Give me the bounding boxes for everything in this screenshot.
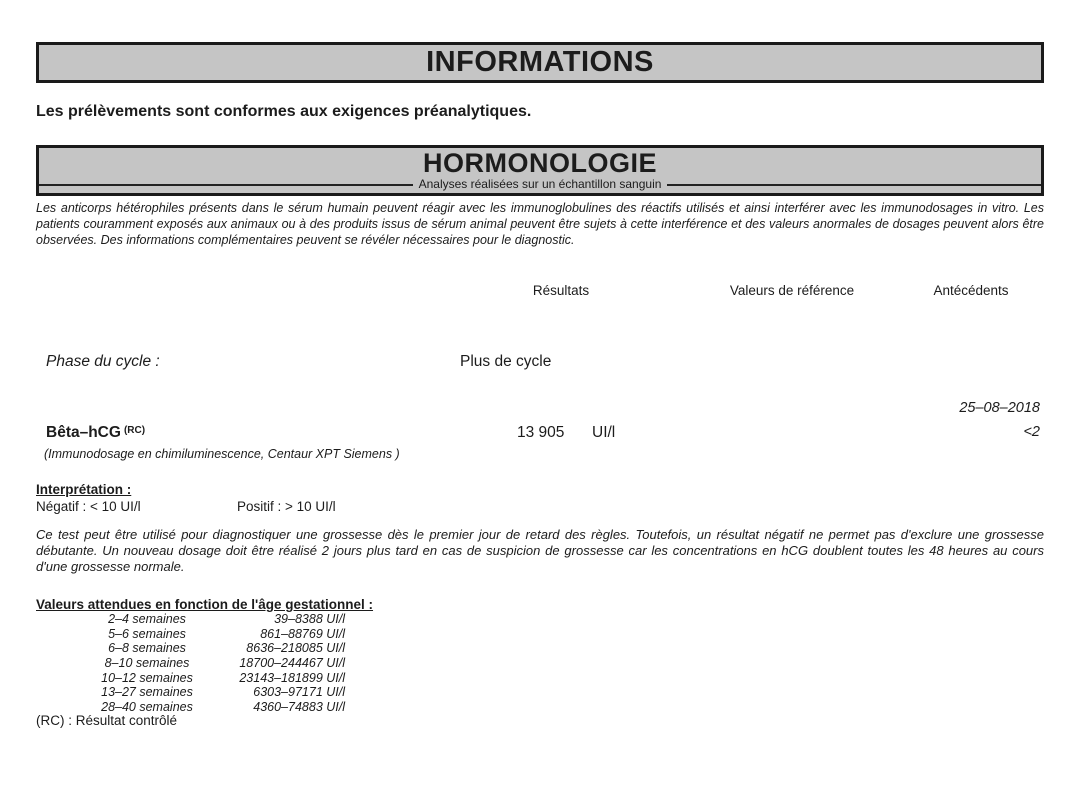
table-row — [0, 641, 500, 656]
interpretation-note: Ce test peut être utilisé pour diagnostiquer une grossesse dès le premier jour de retard des règles. Toutefois, un résultat négatif ne permet pas d'exclure une grossesse débutante. Un nouveau dosage doit être réalisé 2 jours plus tard en cas de suspicion de grossesse car les concentrations en hCG doublent toutes les 48 heures au cours d'une grossesse normale. — [36, 527, 1044, 574]
gestational-range: 39–8388 UI/l — [274, 612, 345, 626]
beta-hcg-label — [46, 424, 145, 442]
interpretation-positive-threshold: Positif : > 10 UI/l — [237, 499, 336, 514]
beta-hcg-name: Bêta–hCG — [46, 424, 121, 441]
interpretation-negative-threshold: Négatif : < 10 UI/l — [36, 499, 141, 514]
informations-title: INFORMATIONS — [426, 46, 654, 78]
gestational-weeks: 2–4 semaines — [108, 612, 186, 626]
column-header-reference-values: Valeurs de référence — [729, 283, 855, 298]
gestational-range: 6303–97171 UI/l — [253, 685, 345, 700]
table-row — [0, 612, 500, 627]
table-row — [0, 627, 500, 642]
cycle-phase-label: Phase du cycle : — [46, 353, 160, 370]
heterophile-antibody-disclaimer: Les anticorps hétérophiles présents dans le sérum humain peuvent réagir avec les immunoglobulines des réactifs utilisés et ainsi interférer avec les immunodosages in vitro. Les patients couramment exposés aux animaux ou à des produits issus de sérum animal peuvent être sujets à cette interférence et des valeurs anormales de dosages peuvent alors être observées. Des informations complémentaires peuvent se révéler nécessaires pour le diagnostic. — [36, 201, 1044, 247]
gestational-range: 861–88769 UI/l — [260, 626, 345, 641]
interpretation-title: Interprétation : — [36, 482, 132, 497]
antecedent-date-row — [0, 400, 1076, 418]
rc-footnote: (RC) : Résultat contrôlé — [36, 713, 178, 728]
gestational-weeks: 10–12 semaines — [101, 670, 193, 685]
beta-hcg-antecedent-value: <2 — [1023, 424, 1040, 440]
antecedent-date: 25–08–2018 — [959, 400, 1040, 416]
gestational-range: 18700–244467 UI/l — [239, 656, 345, 671]
table-row — [0, 671, 500, 686]
beta-hcg-result-unit: UI/l — [592, 424, 616, 441]
gestational-weeks: 13–27 semaines — [101, 685, 193, 700]
hormonologie-subtitle: Analyses réalisées sur un échantillon sanguin — [418, 177, 662, 191]
interpretation-thresholds — [0, 499, 1076, 516]
hormonologie-title: HORMONOLOGIE — [423, 148, 657, 178]
gestational-weeks: 28–40 semaines — [101, 700, 193, 715]
cycle-phase-row — [0, 353, 1076, 373]
gestational-weeks: 6–8 semaines — [108, 641, 186, 656]
gestational-weeks: 5–6 semaines — [108, 626, 186, 641]
hormonologie-subtitle-row — [39, 177, 1041, 192]
conformity-statement: Les prélèvements sont conformes aux exigences préanalytiques. — [36, 103, 532, 120]
beta-hcg-result-value: 13 905 — [517, 424, 565, 441]
hormonologie-banner — [36, 145, 1044, 196]
column-header-antecedents: Antécédents — [933, 283, 1009, 298]
gestational-range: 23143–181899 UI/l — [239, 670, 345, 685]
beta-hcg-rc-flag: (RC) — [123, 425, 146, 436]
gestational-values-title: Valeurs attendues en fonction de l'âge gestationnel : — [36, 597, 374, 612]
beta-hcg-method: (Immunodosage en chimiluminescence, Centaur XPT Siemens ) — [44, 447, 400, 461]
gestational-range: 4360–74883 UI/l — [253, 700, 345, 715]
table-row — [0, 685, 500, 700]
informations-banner — [36, 42, 1044, 83]
beta-hcg-result-row — [0, 424, 1076, 444]
column-header-results: Résultats — [532, 283, 590, 298]
gestational-weeks: 8–10 semaines — [104, 656, 190, 671]
column-headers — [0, 283, 1076, 301]
gestational-range: 8636–218085 UI/l — [246, 641, 345, 656]
table-row — [0, 656, 500, 671]
gestational-values-table — [0, 612, 500, 715]
cycle-phase-value: Plus de cycle — [460, 353, 552, 370]
